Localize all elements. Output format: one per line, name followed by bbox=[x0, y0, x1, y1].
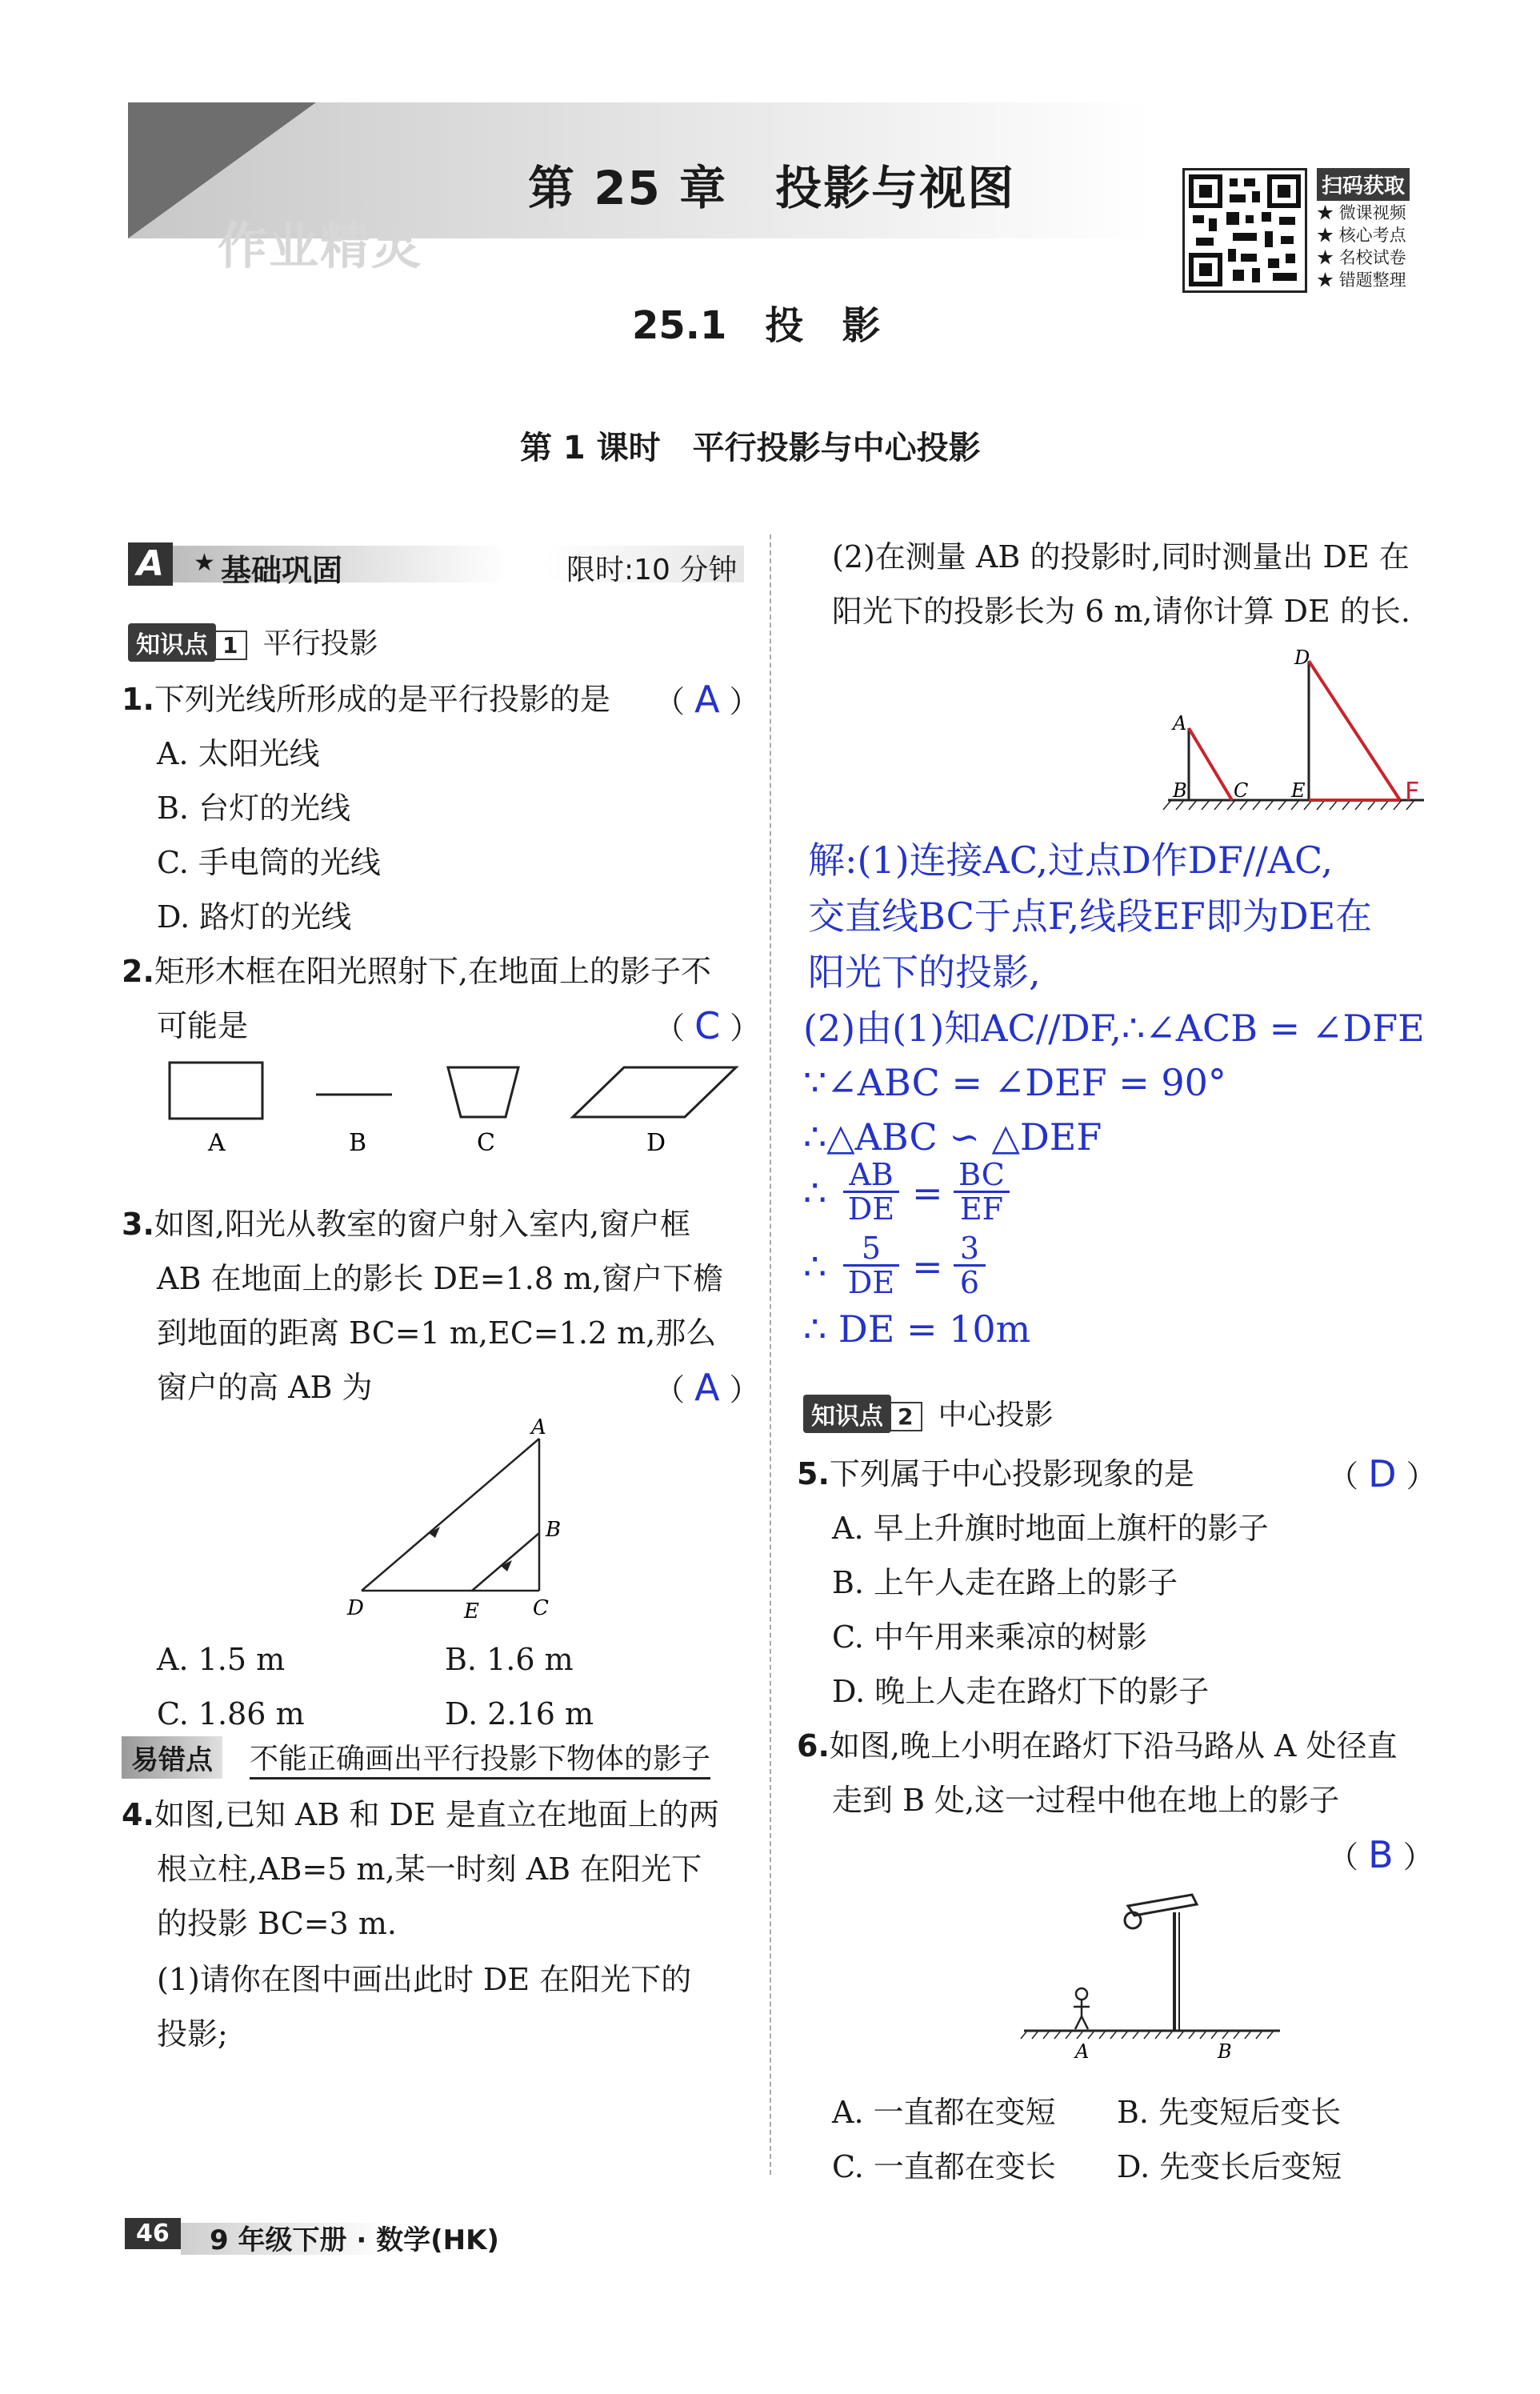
q2-label-d: D bbox=[646, 1129, 666, 1157]
q3-answer: A bbox=[694, 1366, 720, 1409]
q5-answer: D bbox=[1368, 1452, 1397, 1495]
qr-label: 扫码获取 bbox=[1317, 168, 1410, 201]
q1-option-b: B. 台灯的光线 bbox=[157, 791, 351, 826]
kp2-title: 中心投影 bbox=[938, 1399, 1054, 1431]
q2-label-a: A bbox=[208, 1129, 226, 1157]
fraction-ab-de: AB DE bbox=[843, 1159, 899, 1225]
section-badge: A bbox=[128, 542, 173, 586]
q3-line-3: 到地面的距离 BC=1 m,EC=1.2 m,那么 bbox=[157, 1315, 717, 1351]
q6-figure bbox=[1008, 1880, 1296, 2072]
q3-line-4: 窗户的高 AB 为 bbox=[157, 1370, 373, 1405]
solution-line-4: (2)由(1)知AC//DF,∴∠ACB = ∠DFE bbox=[803, 1007, 1425, 1050]
svg-text:F: F bbox=[1405, 776, 1420, 807]
q2-shapes-figure bbox=[160, 1056, 752, 1160]
q5-option-d: D. 晚上人走在路灯下的影子 bbox=[832, 1674, 1210, 1709]
kp1-label: 知识点 bbox=[128, 623, 216, 662]
svg-text:B: B bbox=[546, 1518, 562, 1542]
q2-stem-1: 2.矩形木框在阳光照射下,在地面上的影子不 bbox=[122, 954, 711, 989]
error-point-heading bbox=[122, 1731, 754, 1776]
q6-line-2: 走到 B 处,这一过程中他在地上的影子 bbox=[832, 1783, 1340, 1818]
q1-answer: A bbox=[694, 678, 720, 721]
q4-line-3: 的投影 BC=3 m. bbox=[157, 1906, 397, 1941]
q4-sub1-line-2: 投影; bbox=[157, 2016, 228, 2052]
fraction-5-de: 5 DE bbox=[843, 1232, 899, 1299]
qr-pattern-icon bbox=[1185, 170, 1305, 290]
q1-option-c: C. 手电筒的光线 bbox=[157, 845, 381, 880]
q5-option-b: B. 上午人走在路上的影子 bbox=[832, 1565, 1178, 1600]
q3-line-2: AB 在地面上的影长 DE=1.8 m,窗户下檐 bbox=[157, 1261, 724, 1296]
lesson-title: 第 1 课时 平行投影与中心投影 bbox=[520, 430, 981, 466]
q4-line-2: 根立柱,AB=5 m,某一时刻 AB 在阳光下 bbox=[157, 1852, 702, 1887]
solution-line-2: 交直线BC于点F,线段EF即为DE在 bbox=[808, 895, 1373, 938]
q2-label-b: B bbox=[349, 1129, 367, 1157]
kp1-num: 1 bbox=[213, 631, 247, 660]
kp2-num: 2 bbox=[888, 1402, 922, 1431]
q3-option-c: C. 1.86 m bbox=[157, 1696, 305, 1731]
section-header-a bbox=[128, 542, 744, 586]
fraction-bc-ef: BC EF bbox=[954, 1159, 1010, 1225]
q2-label-c: C bbox=[477, 1129, 495, 1157]
q1-option-a: A. 太阳光线 bbox=[157, 736, 320, 771]
fraction-3-6: 3 6 bbox=[954, 1232, 986, 1299]
q1-stem: 1.下列光线所形成的是平行投影的是 bbox=[122, 682, 610, 717]
section-title: 25.1 投 影 bbox=[632, 303, 881, 348]
svg-text:E: E bbox=[464, 1599, 479, 1623]
q4-sub2-line-2: 阳光下的投影长为 6 m,请你计算 DE 的长. bbox=[832, 594, 1410, 629]
q5-option-c: C. 中午用来乘凉的树影 bbox=[832, 1619, 1147, 1655]
q1-answer-bracket: （ A ） bbox=[654, 678, 760, 721]
watermark: 作业精灵 bbox=[218, 217, 423, 275]
q1-option-d: D. 路灯的光线 bbox=[157, 899, 352, 935]
kp1-heading bbox=[128, 621, 378, 662]
q2-stem-2: 可能是 bbox=[157, 1008, 249, 1043]
error-point-label: 易错点 bbox=[122, 1736, 222, 1779]
column-divider bbox=[770, 534, 771, 2175]
q3-line-1: 3.如图,阳光从教室的窗户射入室内,窗户框 bbox=[122, 1207, 691, 1242]
book-name: 9 年级下册 · 数学(HK) bbox=[210, 2224, 499, 2256]
svg-text:A: A bbox=[1075, 2040, 1090, 2063]
q5-option-a: A. 早上升旗时地面上旗杆的影子 bbox=[832, 1511, 1269, 1546]
svg-text:C: C bbox=[533, 1596, 549, 1620]
svg-text:A: A bbox=[531, 1416, 546, 1439]
q2-answer: C bbox=[694, 1004, 721, 1047]
chapter-title: 第 25 章 投影与视图 bbox=[528, 161, 1016, 215]
qr-item-3: ★ 名校试卷 bbox=[1317, 248, 1406, 267]
q3-figure bbox=[336, 1416, 592, 1624]
svg-text:E: E bbox=[1291, 779, 1306, 802]
q6-line-1: 6.如图,晚上小明在路灯下沿马路从 A 处径直 bbox=[797, 1728, 1398, 1763]
solution-line-1: 解:(1)连接AC,过点D作DF//AC, bbox=[808, 839, 1334, 882]
page-number: 46 bbox=[125, 2218, 181, 2249]
q2-shape-parallelogram bbox=[573, 1067, 736, 1117]
svg-text:D: D bbox=[1294, 647, 1310, 669]
q4-sub1-line-1: (1)请你在图中画出此时 DE 在阳光下的 bbox=[157, 1962, 692, 1997]
q6-answer-bracket: （ B ） bbox=[1328, 1833, 1434, 1876]
q4-figure bbox=[1152, 640, 1440, 816]
kp2-heading bbox=[803, 1392, 1054, 1433]
q2-answer-bracket: （ C ） bbox=[654, 1004, 761, 1047]
star-icon: ★ bbox=[194, 549, 215, 577]
solution-line-3: 阳光下的投影, bbox=[808, 951, 1041, 994]
q4-sub2-line-1: (2)在测量 AB 的投影时,同时测量出 DE 在 bbox=[832, 539, 1410, 574]
svg-text:D: D bbox=[347, 1596, 364, 1620]
q4-line-1: 4.如图,已知 AB 和 DE 是直立在地面上的两 bbox=[122, 1797, 719, 1832]
q6-option-d: D. 先变长后变短 bbox=[1117, 2149, 1342, 2184]
svg-text:B: B bbox=[1173, 779, 1187, 802]
time-limit: 限时:10 分钟 bbox=[566, 554, 738, 586]
kp1-title: 平行投影 bbox=[262, 627, 378, 660]
qr-item-2: ★ 核心考点 bbox=[1317, 226, 1406, 245]
svg-text:B: B bbox=[1218, 2040, 1232, 2063]
q6-option-b: B. 先变短后变长 bbox=[1117, 2095, 1342, 2130]
q3-option-b: B. 1.6 m bbox=[445, 1642, 574, 1677]
qr-item-1: ★ 微课视频 bbox=[1317, 203, 1406, 222]
section-name: 基础巩固 bbox=[221, 553, 343, 588]
qr-item-4: ★ 错题整理 bbox=[1317, 270, 1406, 290]
q3-option-a: A. 1.5 m bbox=[157, 1642, 286, 1677]
q2-shape-trapezoid bbox=[448, 1067, 518, 1117]
q6-answer: B bbox=[1368, 1833, 1394, 1876]
solution-line-6: ∴△ABC ∽ △DEF bbox=[803, 1115, 1102, 1159]
q6-option-a: A. 一直都在变短 bbox=[832, 2095, 1056, 2130]
q3-answer-bracket: （ A ） bbox=[654, 1366, 760, 1409]
q2-shape-rectangle bbox=[170, 1063, 262, 1119]
q5-answer-bracket: （ D ） bbox=[1328, 1452, 1437, 1495]
person-head-icon bbox=[1076, 1988, 1087, 2000]
svg-text:A: A bbox=[1173, 712, 1187, 735]
q3-option-d: D. 2.16 m bbox=[445, 1696, 594, 1731]
solution-line-5: ∵∠ABC = ∠DEF = 90° bbox=[803, 1061, 1226, 1104]
kp2-label: 知识点 bbox=[803, 1395, 891, 1433]
svg-text:C: C bbox=[1234, 779, 1249, 802]
q5-stem: 5.下列属于中心投影现象的是 bbox=[797, 1456, 1194, 1491]
qr-code[interactable] bbox=[1182, 168, 1307, 293]
solution-line-9: ∴ DE = 10m bbox=[803, 1307, 1031, 1351]
q6-option-c: C. 一直都在变长 bbox=[832, 2149, 1056, 2184]
error-point-title: 不能正确画出平行投影下物体的影子 bbox=[250, 1736, 710, 1779]
